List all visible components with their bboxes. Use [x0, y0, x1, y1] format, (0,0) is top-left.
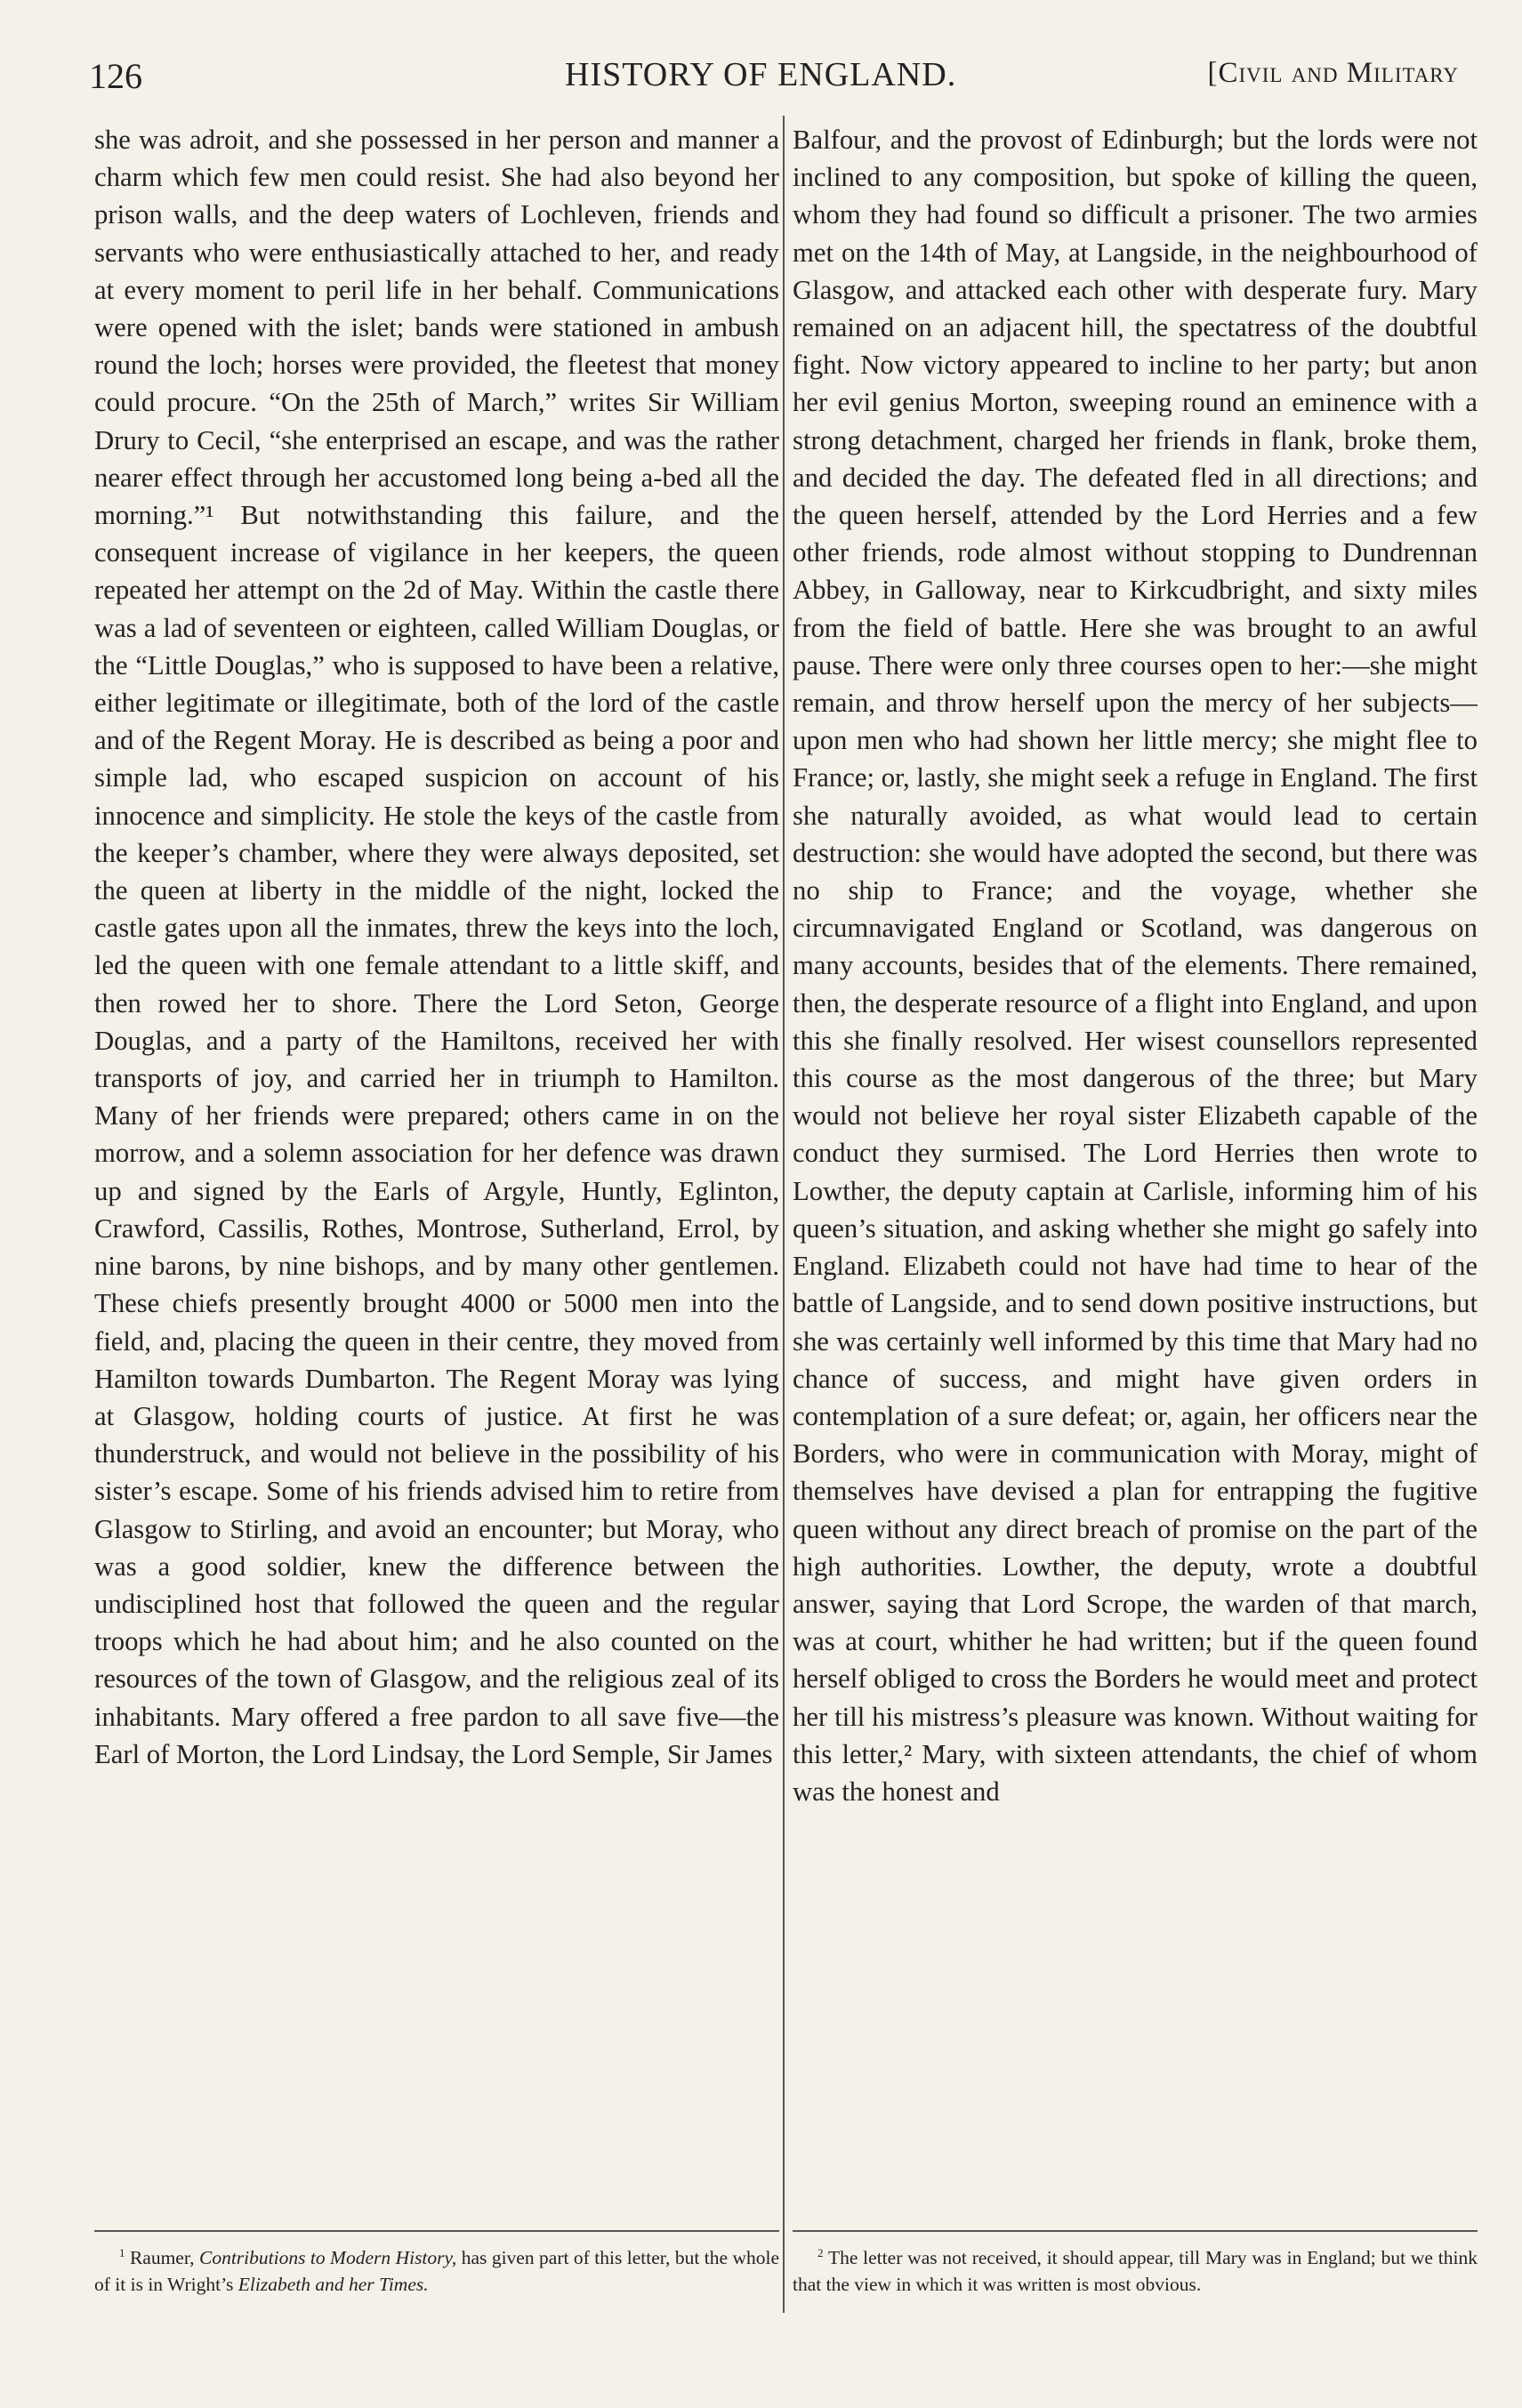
section-label: [Civil and Military: [1207, 57, 1459, 89]
page-header: [89, 55, 1459, 107]
footnote-2-text: The letter was not received, it should appear, till Mary was in England; but we think that the view in which it was written is most obvious.: [793, 2247, 1478, 2296]
right-column-text: Balfour, and the provost of Edinburgh; but the lords were not inclined to any composition, but spoke of killing the queen, whom they had found so difficult a prisoner. The two armies met on the 14th of May, at Langside, in the neighbourhood of Glasgow, and attacked each other with desperate fury. Mary remained on an adjacent hill, the spectatress of the doubtful fight. Now victory appeared to incline to her party; but anon her evil genius Morton, sweeping round an eminence with a strong detachment, charged her friends in flank, broke them, and decided the day. The defeated fled in all directions; and the queen herself, attended by the Lord Herries and a few other friends, rode almost without stopping to Dundrennan Abbey, in Galloway, near to Kirkcudbright, and sixty miles from the field of battle. Here she was brought to an awful pause. There were only three courses open to her:—she might remain, and throw herself upon the mercy of her subjects—upon men who had shown her little mercy; she might flee to France; or, lastly, she might seek a refuge in England. The first she naturally avoided, as what would lead to certain destruction: she would have adopted the second, but there was no ship to France; and the voyage, whether she circumnavigated England or Scotland, was dangerous on many accounts, besides that of the elements. There remained, then, the desperate resource of a flight into England, and upon this she finally resolved. Her wisest counsellors represented this course as the most dangerous of the three; but Mary would not believe her royal sister Elizabeth capable of the conduct they surmised. The Lord Herries then wrote to Lowther, the deputy captain at Carlisle, informing him of his queen’s situation, and asking whether she might go safely into England. Elizabeth could not have had time to hear of the battle of Langside, and to send down positive instructions, but she was certainly well informed by this time that Mary had no chance of success, and might have given orders in contemplation of a sure defeat; or, again, her officers near the Borders, who were in communication with Moray, might of themselves have devised a plan for entrapping the fugitive queen without any direct breach of promise on the part of the high authorities. Lowther, the deputy, wrote a doubtful answer, saying that Lord Scrope, the warden of that march, was at court, whither he had written; but if the queen found herself obliged to cross the Borders he would meet and protect her till his mistress’s pleasure was known. Without waiting for this letter,² Mary, with sixteen attendants, the chief of whom was the honest and: [793, 125, 1478, 1807]
footnote-2-marker: 2: [817, 2246, 824, 2259]
footnote-rule-right: [793, 2230, 1478, 2232]
footnote-2: [793, 2240, 1478, 2298]
footnote-1-middle: has given part of this letter, but the whole of it is in Wright’s: [94, 2247, 780, 2296]
footnote-1: [94, 2240, 779, 2298]
column-divider: [783, 116, 785, 2313]
footnote-1-title: Contributions to Modern History,: [198, 2247, 457, 2269]
left-column: [94, 121, 779, 2194]
left-column-text: she was adroit, and she possessed in her person and manner a charm which few men could resist. She had also beyond her prison walls, and the deep waters of Lochleven, friends and servants who were enthusiastically attached to her, and ready at every moment to peril life in her behalf. Communications were opened with the islet; bands were stationed in ambush round the loch; horses were provided, the fleetest that money could procure. “On the 25th of March,” writes Sir William Drury to Cecil, “she enterprised an escape, and was the rather nearer effect through her accustomed long being a-bed all the morning.”¹ But notwithstanding this failure, and the consequent increase of vigilance in her keepers, the queen repeated her attempt on the 2d of May. Within the castle there was a lad of seventeen or eighteen, called William Douglas, or the “Little Douglas,” who is supposed to have been a relative, either legitimate or illegitimate, both of the lord of the castle and of the Regent Moray. He is described as being a poor and simple lad, who escaped suspicion on account of his innocence and simplicity. He stole the keys of the castle from the keeper’s chamber, where they were always deposited, set the queen at liberty in the middle of the night, locked the castle gates upon all the inmates, threw the keys into the loch, led the queen with one female attendant to a little skiff, and then rowed her to shore. There the Lord Seton, George Douglas, and a party of the Hamiltons, received her with transports of joy, and carried her in triumph to Hamilton. Many of her friends were prepared; others came in on the morrow, and a solemn association for her defence was drawn up and signed by the Earls of Argyle, Huntly, Eglinton, Crawford, Cassilis, Rothes, Montrose, Sutherland, Errol, by nine barons, by nine bishops, and by many other gentlemen. These chiefs presently brought 4000 or 5000 men into the field, and, placing the queen in their centre, they moved from Hamilton towards Dumbarton. The Regent Moray was lying at Glasgow, holding courts of justice. At first he was thunderstruck, and would not believe in the possibility of his sister’s escape. Some of his friends advised him to retire from Glasgow to Stirling, and avoid an encounter; but Moray, who was a good soldier, knew the difference between the undisciplined host that followed the queen and the regular troops which he had about him; and he also counted on the resources of the town of Glasgow, and the religious zeal of its inhabitants. Mary offered a free pardon to all save five—the Earl of Morton, the Lord Lindsay, the Lord Semple, Sir James: [94, 125, 779, 1769]
footnote-1-author: Raumer,: [129, 2247, 195, 2269]
running-title: HISTORY OF ENGLAND.: [565, 56, 957, 93]
page-number: 126: [89, 56, 142, 96]
right-column: [793, 121, 1478, 2194]
footnote-rule-left: [94, 2230, 779, 2232]
footnote-1-marker: 1: [119, 2246, 125, 2259]
footnote-1-title2: Elizabeth and her Times.: [238, 2274, 429, 2296]
